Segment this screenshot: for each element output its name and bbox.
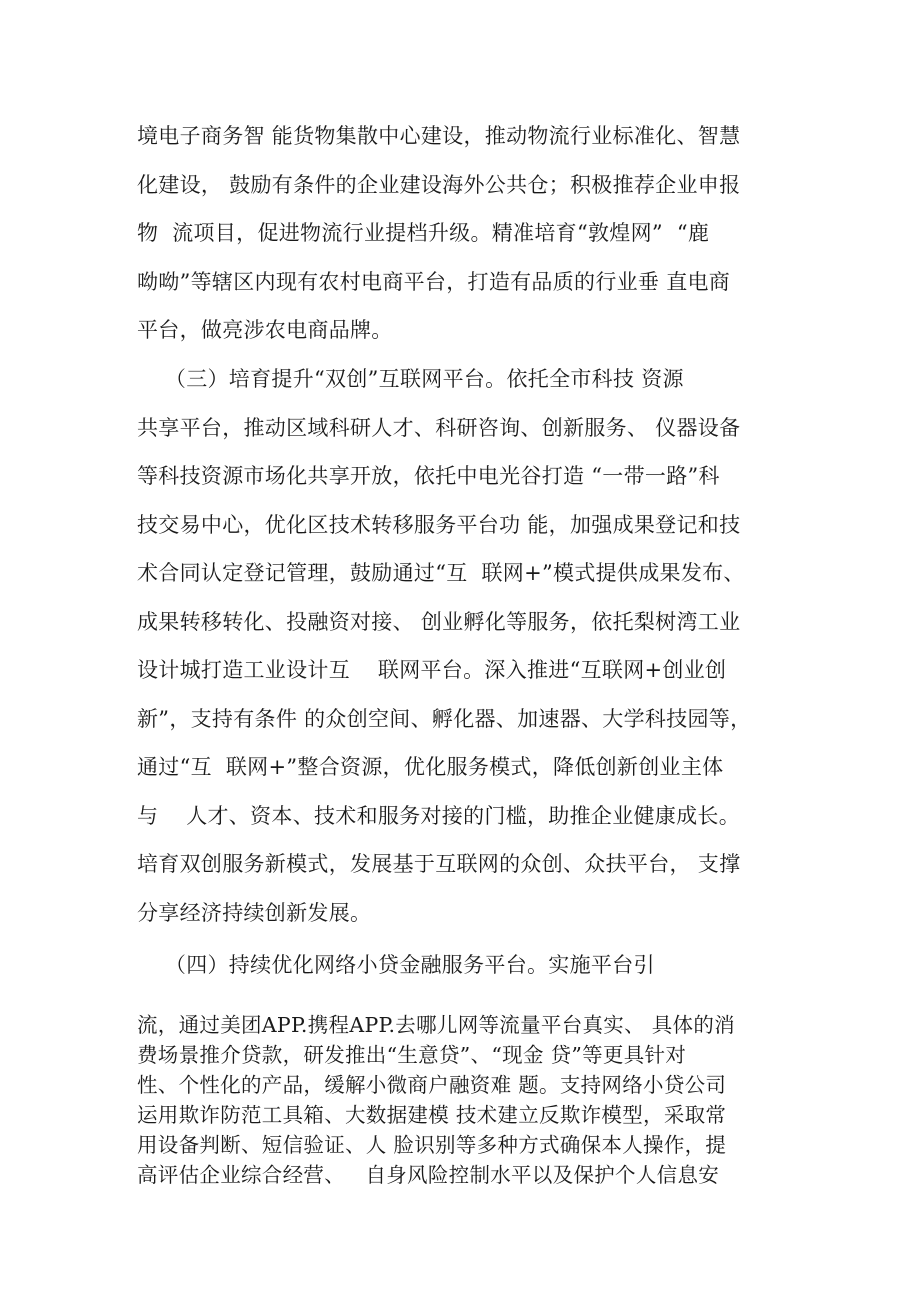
text-line: 化建设， 鼓励有条件的企业建设海外公共仓；积极推荐企业申报	[137, 172, 741, 197]
text-line: 高评估企业综合经营、 自身风险控制水平以及保护个人信息安	[137, 1163, 720, 1187]
text-line: 平台，做亮涉农电商品牌。	[137, 318, 393, 342]
text-line: 呦呦”等辖区内现有农村电商平台，打造有品质的行业垂 直电商	[137, 269, 731, 294]
text-line: 培育双创服务新模式，发展基于互联网的众创、众扶平台， 支撑	[137, 852, 741, 876]
text-line: 物 流项目，促进物流行业提档升级。精准培育“敦煌网” “鹿	[137, 221, 710, 245]
text-line: 通过“互 联网+”整合资源，优化服务模式，降低创新创业主体	[137, 755, 724, 779]
text-line: 技交易中心，优化区技术转移服务平台功 能，加强成果登记和技	[137, 512, 741, 537]
text-line: 共享平台，推动区域科研人才、科研咨询、创新服务、 仪器设备	[137, 415, 741, 440]
text-line: 新”，支持有条件 的众创空间、孵化器、加速器、大学科技园等，	[137, 706, 752, 731]
text-line: 成果转移转化、投融资对接、 创业孵化等服务，依托梨树湾工业	[137, 609, 741, 634]
paragraph-dual-innovation	[137, 355, 797, 937]
text-line: （四）持续优化网络小贷金融服务平台。实施平台引	[137, 953, 655, 977]
paragraph-microloan-heading	[137, 941, 797, 989]
text-line: （三）培育提升“双创”互联网平台。依托全市科技 资源	[137, 367, 684, 391]
text-line: 与 人才、资本、技术和服务对接的门槛，助推企业健康成长。	[137, 803, 740, 828]
text-line: 用设备判断、短信验证、人 脸识别等多种方式确保本人操作，提	[137, 1133, 727, 1157]
text-line: 性、个性化的产品，缓解小微商户融资难 题。支持网络小贷公司	[137, 1073, 727, 1097]
text-line: 术合同认定登记管理，鼓励通过“互 联网+”模式提供成果发布、	[137, 561, 745, 585]
text-line: 分享经济持续创新发展。	[137, 900, 372, 925]
text-line: 境电子商务智 能货物集散中心建设，推动物流行业标准化、智慧	[137, 124, 741, 148]
text-line: 设计城打造工业设计互 联网平台。深入推进“互联网+创业创	[137, 658, 727, 682]
text-line: 流，通过美团APP.携程APP.去哪儿网等流量平台真实、 具体的消	[137, 1013, 735, 1037]
text-line: 等科技资源市场化共享开放，依托中电光谷打造 “一带一路”科	[137, 464, 720, 488]
text-line: 费场景推介贷款，研发推出“生意贷”、“现金 贷”等更具针对	[137, 1043, 687, 1067]
text-line: 运用欺诈防范工具箱、大数据建模 技术建立反欺诈模型，采取常	[137, 1103, 727, 1127]
paragraph-logistics	[137, 112, 797, 355]
paragraph-microloan-body	[137, 1010, 797, 1190]
